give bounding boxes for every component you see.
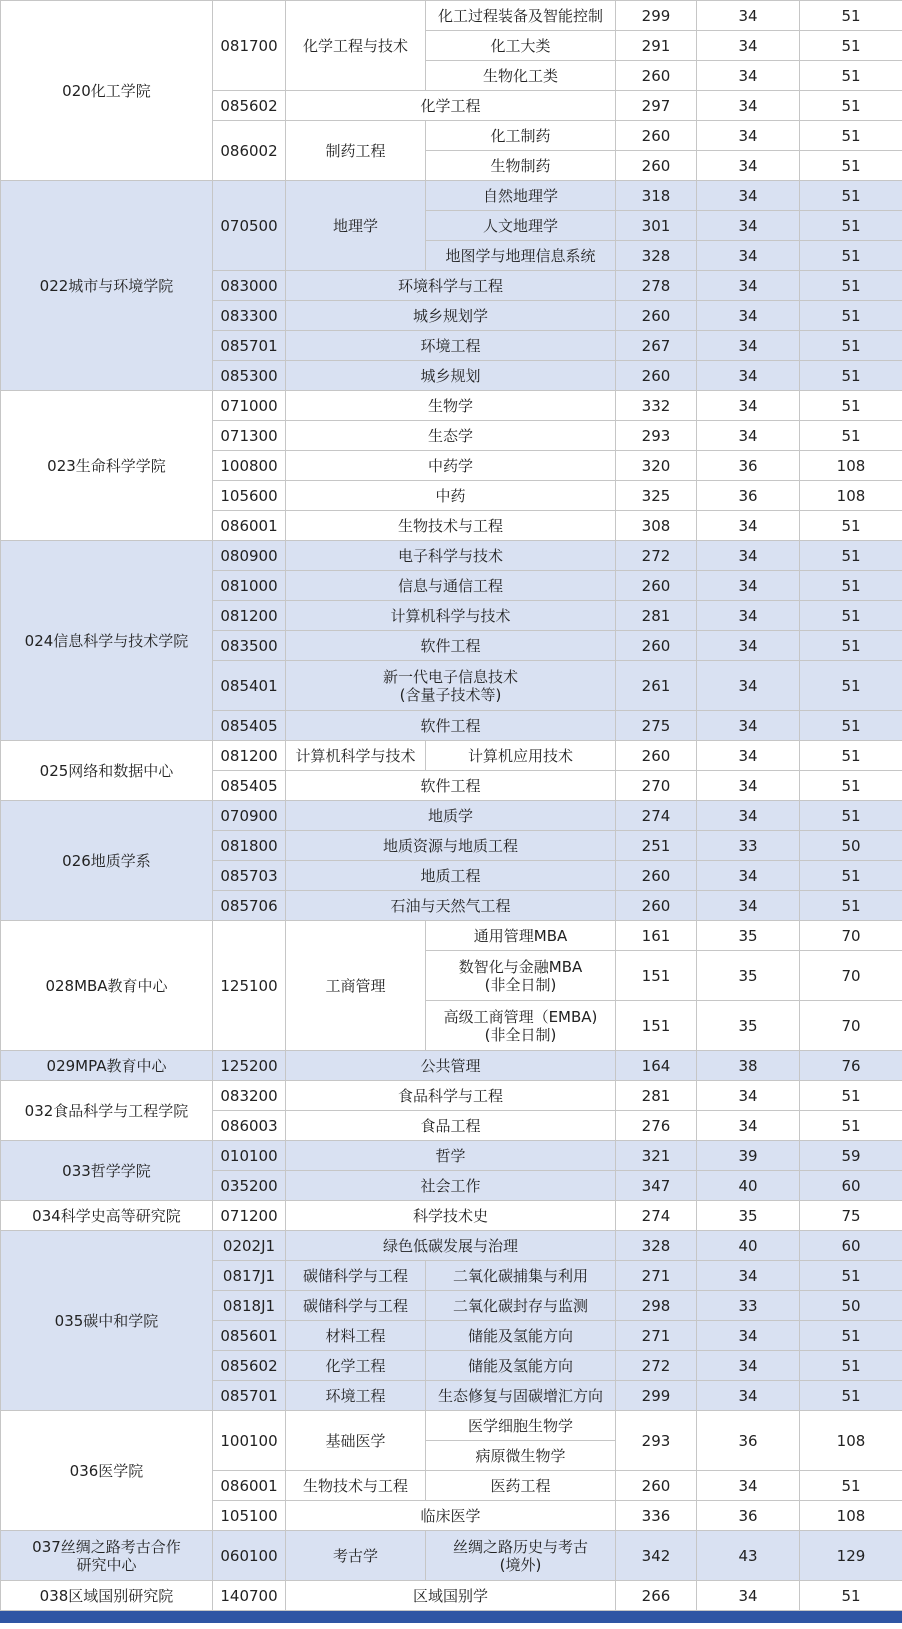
code-cell: 071300 [213,421,286,451]
total-cell: 275 [616,711,697,741]
table-row [1,391,902,421]
s2-cell: 108 [800,1501,902,1531]
s2-cell: 51 [800,801,902,831]
s1-cell: 34 [697,301,800,331]
major-cell: 哲学 [286,1141,616,1171]
direction-cell: 化工大类 [426,31,616,61]
s1-cell: 36 [697,451,800,481]
major-cell: 区域国别学 [286,1581,616,1611]
dept-cell: 032食品科学与工程学院 [1,1081,213,1141]
major-cell: 绿色低碳发展与治理 [286,1231,616,1261]
s2-cell: 51 [800,271,902,301]
s2-cell: 51 [800,301,902,331]
major-cell: 计算机科学与技术 [286,601,616,631]
dept-cell: 036医学院 [1,1411,213,1531]
s2-cell: 51 [800,241,902,271]
direction-cell: 医药工程 [426,1471,616,1501]
total-cell: 260 [616,631,697,661]
major-cell: 地质工程 [286,861,616,891]
s1-cell: 34 [697,511,800,541]
code-cell: 083500 [213,631,286,661]
s2-cell: 51 [800,1321,902,1351]
direction-line-1: 高级工商管理（EMBA) [443,1007,598,1026]
direction-cell: 人文地理学 [426,211,616,241]
s2-cell: 51 [800,1081,902,1111]
total-cell: 342 [616,1531,697,1581]
s2-cell: 51 [800,331,902,361]
direction-cell: 自然地理学 [426,181,616,211]
s2-cell: 51 [800,1471,902,1501]
major-cell: 化学工程 [286,1351,426,1381]
code-cell: 085602 [213,1351,286,1381]
table-row [1,1081,902,1111]
major-cell: 城乡规划学 [286,301,616,331]
s1-cell: 34 [697,1321,800,1351]
total-cell: 291 [616,31,697,61]
major-cell: 材料工程 [286,1321,426,1351]
s1-cell: 34 [697,571,800,601]
major-cell: 化学工程 [286,91,616,121]
table-row [1,1,902,31]
major-cell: 食品科学与工程 [286,1081,616,1111]
major-cell: 制药工程 [286,121,426,181]
s1-cell: 35 [697,951,800,1001]
total-cell: 164 [616,1051,697,1081]
s2-cell: 60 [800,1231,902,1261]
s2-cell: 51 [800,61,902,91]
s1-cell: 34 [697,31,800,61]
code-cell: 105600 [213,481,286,511]
s2-cell: 50 [800,1291,902,1321]
direction-cell: 生物化工类 [426,61,616,91]
major-cell: 考古学 [286,1531,426,1581]
s1-cell: 33 [697,1291,800,1321]
total-cell: 260 [616,741,697,771]
table-row [1,1201,902,1231]
total-cell: 332 [616,391,697,421]
s2-cell: 51 [800,361,902,391]
total-cell: 274 [616,1201,697,1231]
s2-cell: 51 [800,741,902,771]
s2-cell: 51 [800,511,902,541]
total-cell: 260 [616,151,697,181]
major-cell: 城乡规划 [286,361,616,391]
s2-cell: 51 [800,211,902,241]
table-row [1,181,902,211]
code-cell: 086001 [213,1471,286,1501]
total-cell: 267 [616,331,697,361]
total-cell: 270 [616,771,697,801]
total-cell: 278 [616,271,697,301]
code-cell: 085602 [213,91,286,121]
code-cell: 085703 [213,861,286,891]
s1-cell: 34 [697,61,800,91]
code-cell: 105100 [213,1501,286,1531]
s2-cell: 51 [800,1351,902,1381]
s1-cell: 34 [697,661,800,711]
code-cell: 083200 [213,1081,286,1111]
total-cell: 260 [616,861,697,891]
dept-cell: 034科学史高等研究院 [1,1201,213,1231]
code-cell: 085701 [213,1381,286,1411]
total-cell: 260 [616,571,697,601]
s2-cell: 108 [800,451,902,481]
s1-cell: 34 [697,741,800,771]
s2-cell: 51 [800,391,902,421]
code-cell: 081200 [213,741,286,771]
code-cell: 081200 [213,601,286,631]
major-cell: 工商管理 [286,921,426,1051]
major-cell: 信息与通信工程 [286,571,616,601]
code-cell: 085706 [213,891,286,921]
direction-cell [426,1531,616,1581]
code-cell: 086001 [213,511,286,541]
major-cell: 环境科学与工程 [286,271,616,301]
code-cell: 083000 [213,271,286,301]
code-cell: 085401 [213,661,286,711]
code-cell: 060100 [213,1531,286,1581]
code-cell: 010100 [213,1141,286,1171]
total-cell: 260 [616,891,697,921]
total-cell: 321 [616,1141,697,1171]
major-cell: 生态学 [286,421,616,451]
direction-cell: 生物制药 [426,151,616,181]
s1-cell: 34 [697,1581,800,1611]
total-cell: 281 [616,1081,697,1111]
major-cell: 基础医学 [286,1411,426,1471]
total-cell: 251 [616,831,697,861]
s1-cell: 34 [697,891,800,921]
s1-cell: 34 [697,541,800,571]
s1-cell: 36 [697,1411,800,1471]
total-cell: 328 [616,241,697,271]
total-cell: 272 [616,1351,697,1381]
s1-cell: 34 [697,391,800,421]
s2-cell: 51 [800,861,902,891]
table-row [1,921,902,951]
total-cell: 297 [616,91,697,121]
major-cell: 中药学 [286,451,616,481]
total-cell: 271 [616,1321,697,1351]
s2-cell: 51 [800,711,902,741]
s1-cell: 34 [697,1081,800,1111]
dept-line-1: 037丝绸之路考古合作 [32,1537,181,1556]
total-cell: 274 [616,801,697,831]
s1-cell: 34 [697,1,800,31]
dept-cell: 038区域国别研究院 [1,1581,213,1611]
major-cell: 石油与天然气工程 [286,891,616,921]
table-row [1,801,902,831]
s2-cell: 51 [800,1,902,31]
code-cell: 081700 [213,1,286,91]
direction-cell: 二氧化碳封存与监测 [426,1291,616,1321]
major-cell: 地质学 [286,801,616,831]
code-cell: 125100 [213,921,286,1051]
code-cell: 086003 [213,1111,286,1141]
s2-cell: 70 [800,921,902,951]
s2-cell: 108 [800,1411,902,1471]
major-cell: 生物技术与工程 [286,511,616,541]
direction-cell: 储能及氢能方向 [426,1351,616,1381]
s2-cell: 51 [800,1381,902,1411]
s2-cell: 51 [800,1111,902,1141]
major-cell: 社会工作 [286,1171,616,1201]
table-row [1,1051,902,1081]
code-cell: 085405 [213,771,286,801]
s2-cell: 51 [800,1581,902,1611]
s1-cell: 34 [697,1111,800,1141]
code-cell: 100800 [213,451,286,481]
direction-line-1: 丝绸之路历史与考古 [452,1537,588,1556]
s2-cell: 70 [800,951,902,1001]
direction-cell [426,951,616,1001]
s2-cell: 51 [800,181,902,211]
direction-cell: 储能及氢能方向 [426,1321,616,1351]
s1-cell: 34 [697,121,800,151]
footer-bar [0,1611,902,1623]
major-cell: 食品工程 [286,1111,616,1141]
s1-cell: 34 [697,801,800,831]
major-cell: 地理学 [286,181,426,271]
s1-cell: 36 [697,1501,800,1531]
code-cell: 070500 [213,181,286,271]
total-cell: 301 [616,211,697,241]
direction-line-1: 数智化与金融MBA [458,957,583,976]
major-cell [286,661,616,711]
s2-cell: 51 [800,151,902,181]
s1-cell: 33 [697,831,800,861]
s1-cell: 39 [697,1141,800,1171]
s2-cell: 51 [800,31,902,61]
code-cell: 083300 [213,301,286,331]
s2-cell: 129 [800,1531,902,1581]
s1-cell: 38 [697,1051,800,1081]
total-cell: 281 [616,601,697,631]
total-cell: 161 [616,921,697,951]
total-cell: 299 [616,1,697,31]
table-row [1,1231,902,1261]
code-cell: 081000 [213,571,286,601]
major-cell: 电子科学与技术 [286,541,616,571]
major-line-2: (含量子技术等) [399,685,502,704]
direction-line-2: (非全日制) [484,1025,557,1044]
code-cell: 0818J1 [213,1291,286,1321]
dept-cell: 026地质学系 [1,801,213,921]
s1-cell: 34 [697,331,800,361]
s1-cell: 34 [697,241,800,271]
s1-cell: 34 [697,771,800,801]
s1-cell: 34 [697,151,800,181]
code-cell: 100100 [213,1411,286,1471]
total-cell: 261 [616,661,697,711]
s1-cell: 34 [697,91,800,121]
direction-cell [426,1001,616,1051]
code-cell: 125200 [213,1051,286,1081]
direction-cell: 生态修复与固碳增汇方向 [426,1381,616,1411]
dept-line-2: 研究中心 [76,1555,137,1574]
s1-cell: 34 [697,421,800,451]
code-cell: 071200 [213,1201,286,1231]
total-cell: 320 [616,451,697,481]
total-cell: 276 [616,1111,697,1141]
dept-cell [1,1531,213,1581]
s1-cell: 34 [697,711,800,741]
s2-cell: 51 [800,421,902,451]
total-cell: 151 [616,951,697,1001]
s1-cell: 34 [697,1351,800,1381]
dept-cell: 028MBA教育中心 [1,921,213,1051]
table-row [1,1141,902,1171]
major-cell: 软件工程 [286,771,616,801]
s2-cell: 76 [800,1051,902,1081]
s1-cell: 43 [697,1531,800,1581]
total-cell: 293 [616,421,697,451]
direction-cell: 计算机应用技术 [426,741,616,771]
total-cell: 299 [616,1381,697,1411]
code-cell: 071000 [213,391,286,421]
dept-cell: 023生命科学学院 [1,391,213,541]
total-cell: 260 [616,121,697,151]
total-cell: 266 [616,1581,697,1611]
direction-line-2: (境外) [499,1555,542,1574]
direction-cell: 地图学与地理信息系统 [426,241,616,271]
total-cell: 336 [616,1501,697,1531]
s2-cell: 51 [800,541,902,571]
direction-cell: 二氧化碳捕集与利用 [426,1261,616,1291]
major-cell: 碳储科学与工程 [286,1291,426,1321]
major-cell: 临床医学 [286,1501,616,1531]
dept-cell: 029MPA教育中心 [1,1051,213,1081]
s2-cell: 108 [800,481,902,511]
total-cell: 272 [616,541,697,571]
total-cell: 260 [616,301,697,331]
code-cell: 080900 [213,541,286,571]
major-cell: 生物技术与工程 [286,1471,426,1501]
s1-cell: 34 [697,631,800,661]
direction-cell: 化工过程装备及智能控制 [426,1,616,31]
major-cell: 地质资源与地质工程 [286,831,616,861]
code-cell: 086002 [213,121,286,181]
total-cell: 325 [616,481,697,511]
major-line-1: 新一代电子信息技术 [382,667,518,686]
s1-cell: 34 [697,1471,800,1501]
major-cell: 碳储科学与工程 [286,1261,426,1291]
major-cell: 环境工程 [286,331,616,361]
total-cell: 271 [616,1261,697,1291]
s2-cell: 70 [800,1001,902,1051]
s1-cell: 36 [697,481,800,511]
code-cell: 081800 [213,831,286,861]
code-cell: 085701 [213,331,286,361]
s2-cell: 51 [800,121,902,151]
dept-cell: 033哲学学院 [1,1141,213,1201]
s1-cell: 34 [697,181,800,211]
dept-cell: 020化工学院 [1,1,213,181]
s1-cell: 40 [697,1171,800,1201]
dept-cell: 022城市与环境学院 [1,181,213,391]
table-row [1,1531,902,1581]
total-cell: 151 [616,1001,697,1051]
major-cell: 化学工程与技术 [286,1,426,91]
major-cell: 软件工程 [286,631,616,661]
table-row [1,1581,902,1611]
total-cell: 298 [616,1291,697,1321]
direction-cell: 通用管理MBA [426,921,616,951]
s2-cell: 51 [800,891,902,921]
code-cell: 085601 [213,1321,286,1351]
s2-cell: 51 [800,571,902,601]
s2-cell: 51 [800,631,902,661]
total-cell: 260 [616,1471,697,1501]
s1-cell: 35 [697,1201,800,1231]
s1-cell: 34 [697,1261,800,1291]
major-cell: 公共管理 [286,1051,616,1081]
s1-cell: 34 [697,861,800,891]
major-cell: 软件工程 [286,711,616,741]
total-cell: 347 [616,1171,697,1201]
s1-cell: 34 [697,361,800,391]
dept-cell: 035碳中和学院 [1,1231,213,1411]
table-row [1,541,902,571]
s2-cell: 51 [800,771,902,801]
total-cell: 318 [616,181,697,211]
s1-cell: 34 [697,271,800,301]
s1-cell: 35 [697,921,800,951]
s2-cell: 51 [800,661,902,711]
s2-cell: 51 [800,91,902,121]
s1-cell: 40 [697,1231,800,1261]
code-cell: 070900 [213,801,286,831]
code-cell: 035200 [213,1171,286,1201]
major-cell: 科学技术史 [286,1201,616,1231]
code-cell: 0202J1 [213,1231,286,1261]
major-cell: 计算机科学与技术 [286,741,426,771]
s2-cell: 51 [800,601,902,631]
dept-cell: 025网络和数据中心 [1,741,213,801]
s1-cell: 35 [697,1001,800,1051]
direction-cell: 医学细胞生物学 [426,1411,616,1441]
direction-cell: 病原微生物学 [426,1441,616,1471]
dept-cell: 024信息科学与技术学院 [1,541,213,741]
major-cell: 环境工程 [286,1381,426,1411]
code-cell: 140700 [213,1581,286,1611]
total-cell: 293 [616,1411,697,1471]
s2-cell: 59 [800,1141,902,1171]
total-cell: 328 [616,1231,697,1261]
code-cell: 085300 [213,361,286,391]
major-cell: 中药 [286,481,616,511]
s2-cell: 51 [800,1261,902,1291]
s1-cell: 34 [697,1381,800,1411]
table-row [1,741,902,771]
code-cell: 0817J1 [213,1261,286,1291]
s1-cell: 34 [697,601,800,631]
s2-cell: 60 [800,1171,902,1201]
s2-cell: 75 [800,1201,902,1231]
total-cell: 260 [616,61,697,91]
code-cell: 085405 [213,711,286,741]
table-row [1,1411,902,1441]
total-cell: 308 [616,511,697,541]
total-cell: 260 [616,361,697,391]
s2-cell: 50 [800,831,902,861]
direction-cell: 化工制药 [426,121,616,151]
s1-cell: 34 [697,211,800,241]
major-cell: 生物学 [286,391,616,421]
direction-line-2: (非全日制) [484,975,557,994]
